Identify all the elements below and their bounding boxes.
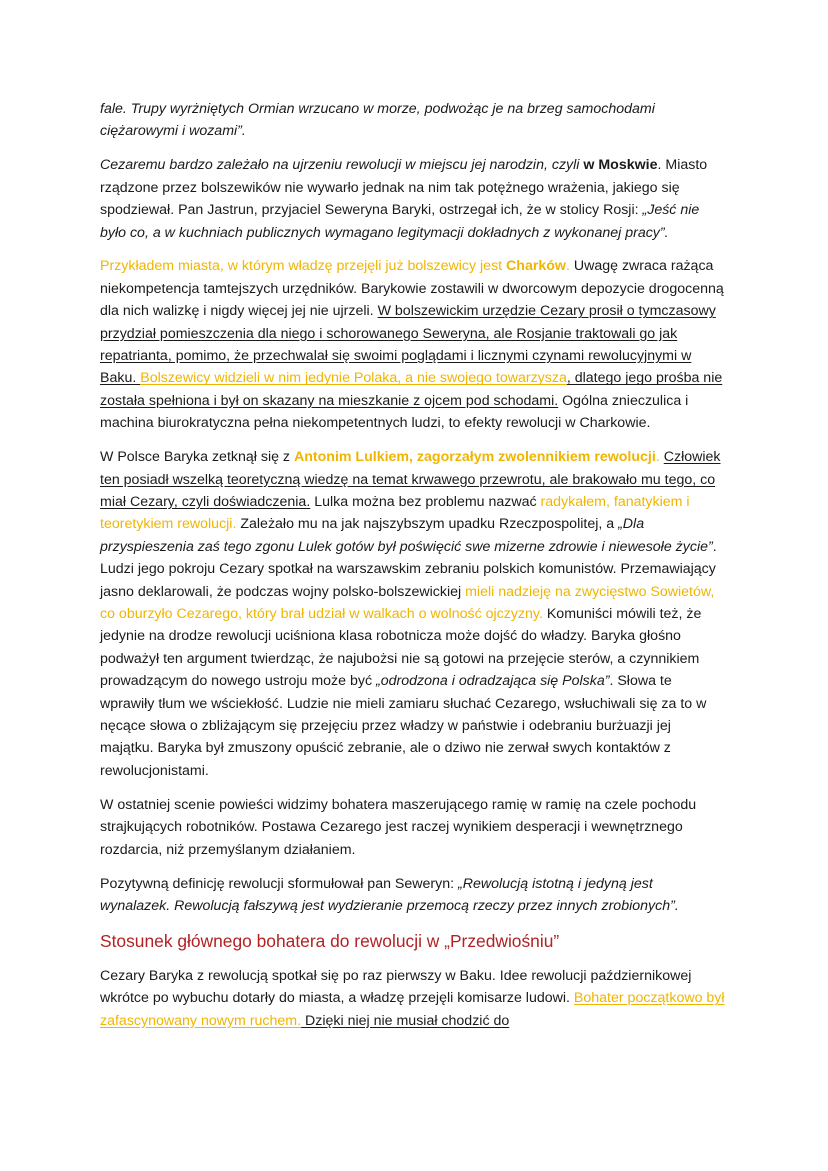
quote-text: „Dla przyspieszenia zaś tego zgonu Lulek gotów był poświęcić swe mizerne zdrowie i niewesołe życie” — [100, 516, 713, 555]
section-heading: Stosunek głównego bohatera do rewolucji w „Przedwiośniu” — [100, 930, 560, 951]
quote-text: „odrodzona i odradzająca się Polska” — [376, 673, 610, 690]
body-text: Ogólna znieczulica i machina biurokratyczna pełna niekompetentnych ludzi, to efekty rewolucji w Charkowie. — [100, 392, 689, 432]
body-text: . Miasto rządzone przez bolszewików nie wywarło jednak na nim tak potężnego wrażenia, jakiego się spodziewał. Pan Jastrun, przyjaciel Seweryna Baryki, ostrzegał ich, że w stolicy Rosji: — [100, 157, 708, 219]
italic-text: Cezaremu bardzo zależało na ujrzeniu rewolucji w miejscu jej narodzin, czyli — [100, 157, 580, 174]
body-text: Komuniści mówili też, że jedynie na drodze rewolucji uciśniona klasa robotnicza może dojść do władzy. Baryka głośno podważył ten argument twierdząc, że najubożsi nie są gotowi na przejęcie sterów, a czynnikiem prowadzącym do nowego ustroju może być — [100, 606, 702, 690]
body-text: Pozytywną definicję rewolucji sformułował pan Seweryn: — [100, 875, 458, 892]
paragraph-7 — [100, 965, 725, 1032]
body-text: Uwagę zwraca rażąca niekompetencja tamtejszych urzędników. Barykowie zostawili w dworcowym depozycie drogocenną dla nich walizkę i nigdy więcej jej nie ujrzeli. — [100, 258, 724, 320]
highlighted-text: mieli nadzieję na zwycięstwo Sowietów, co oburzyło Cezarego, który brał udział w walkach o wolność ojczyzny. — [100, 583, 715, 623]
paragraph-5 — [100, 794, 725, 861]
highlighted-text: . — [655, 449, 660, 466]
highlighted-text: Przykładem miasta, w którym władzę przejęli już bolszewicy jest — [100, 258, 507, 275]
body-text: W Polsce Baryka zetknął się z — [100, 449, 294, 466]
highlighted-underlined-text: Bolszewicy widzieli w nim jedynie Polaka, a nie swojego towarzysza — [140, 370, 567, 387]
underlined-text: Człowiek ten posiadł wszelką teoretyczną wiedzę na temat krwawego przewrotu, ale brakowało mu tego, co miał Cezary, czyli doświadczenia. — [100, 449, 721, 510]
highlighted-bold-text: Antonim Lulkiem, zagorzałym zwolennikiem rewolucji — [293, 449, 656, 466]
body-text: Cezary Baryka z rewolucją spotkał się po raz pierwszy w Baku. Idee rewolucji październikowej wkrótce po wybuchu dotarły do miasta, a władzę przejęli komisarze ludowi. — [100, 967, 692, 1007]
highlighted-text: . — [565, 258, 570, 275]
underlined-text: Dzięki niej nie musiał chodzić do — [301, 1012, 510, 1029]
paragraph-6 — [100, 873, 725, 918]
quote-text: „Rewolucją istotną i jedyną jest wynalazek. Rewolucją fałszywą jest wydzieranie przemocą rzeczy przez innych zrobionych”. — [100, 875, 679, 914]
quote-text: fale. Trupy wyrżniętych Ormian wrzucano w morze, podwożąc je na brzeg samochodami ciężarowymi i wozami”. — [100, 101, 655, 140]
body-text: . Ludzi jego pokroju Cezary spotkał na warszawskim zebraniu polskich komunistów. Przemawiający jasno deklarowali, że podczas wojny polsko-bolszewickiej — [100, 538, 717, 600]
document-page — [100, 98, 725, 1044]
body-text: Lulka można bez problemu nazwać — [310, 494, 541, 510]
underlined-text: W bolszewickim urzędzie Cezary prosił o tymczasowy przydział pomieszczenia dla niego i schorowanego Seweryna, ale Rosjanie traktowali go jak repatrianta, pomimo, że przechwalał się swoimi poglądami i licznymi czynami rewolucyjnymi w Baku. — [100, 303, 716, 387]
paragraph-2 — [100, 154, 725, 244]
highlighted-bold-text: Charków — [506, 258, 566, 275]
quote-text: „Jeść nie było co, a w kuchniach publicznych wymagano legitymacji dokładnych z wykonanej pracy”. — [100, 202, 700, 241]
highlighted-text: radykałem, fanatykiem i teoretykiem rewolucji. — [100, 494, 690, 533]
body-text: Zależało mu na jak najszybszym upadku Rzeczpospolitej, a — [236, 516, 619, 533]
paragraph-4 — [100, 446, 725, 782]
body-text: . Słowa te wprawiły tłum we wściekłość. Ludzie nie mieli zamiaru słuchać Cezarego, wsłuchiwali się za to w nęcące słowa o zbliżającym się przejęciu przez władzy w państwie i odebraniu burżuazji jej majątku. Baryka był zmuszony opuścić zebranie, ale o dziwo nie zerwał swych kontaktów z rewolucjonistami. — [100, 673, 707, 779]
highlighted-underlined-text: Bohater początkowo był zafascynowany nowym ruchem. — [100, 990, 725, 1029]
underlined-text: , dlatego jego prośba nie została spełniona i był on skazany na mieszkanie z ojcem pod schodami. — [100, 370, 723, 409]
body-text: W ostatniej scenie powieści widzimy bohatera maszerującego ramię w ramię na czele pochodu strajkujących robotników. Postawa Cezarego jest raczej wynikiem desperacji i wewnętrznego rozdarcia, niż przemyślanym działaniem. — [100, 796, 697, 858]
bold-text: w Moskwie — [583, 157, 658, 174]
paragraph-1 — [100, 98, 725, 143]
paragraph-3 — [100, 255, 725, 434]
